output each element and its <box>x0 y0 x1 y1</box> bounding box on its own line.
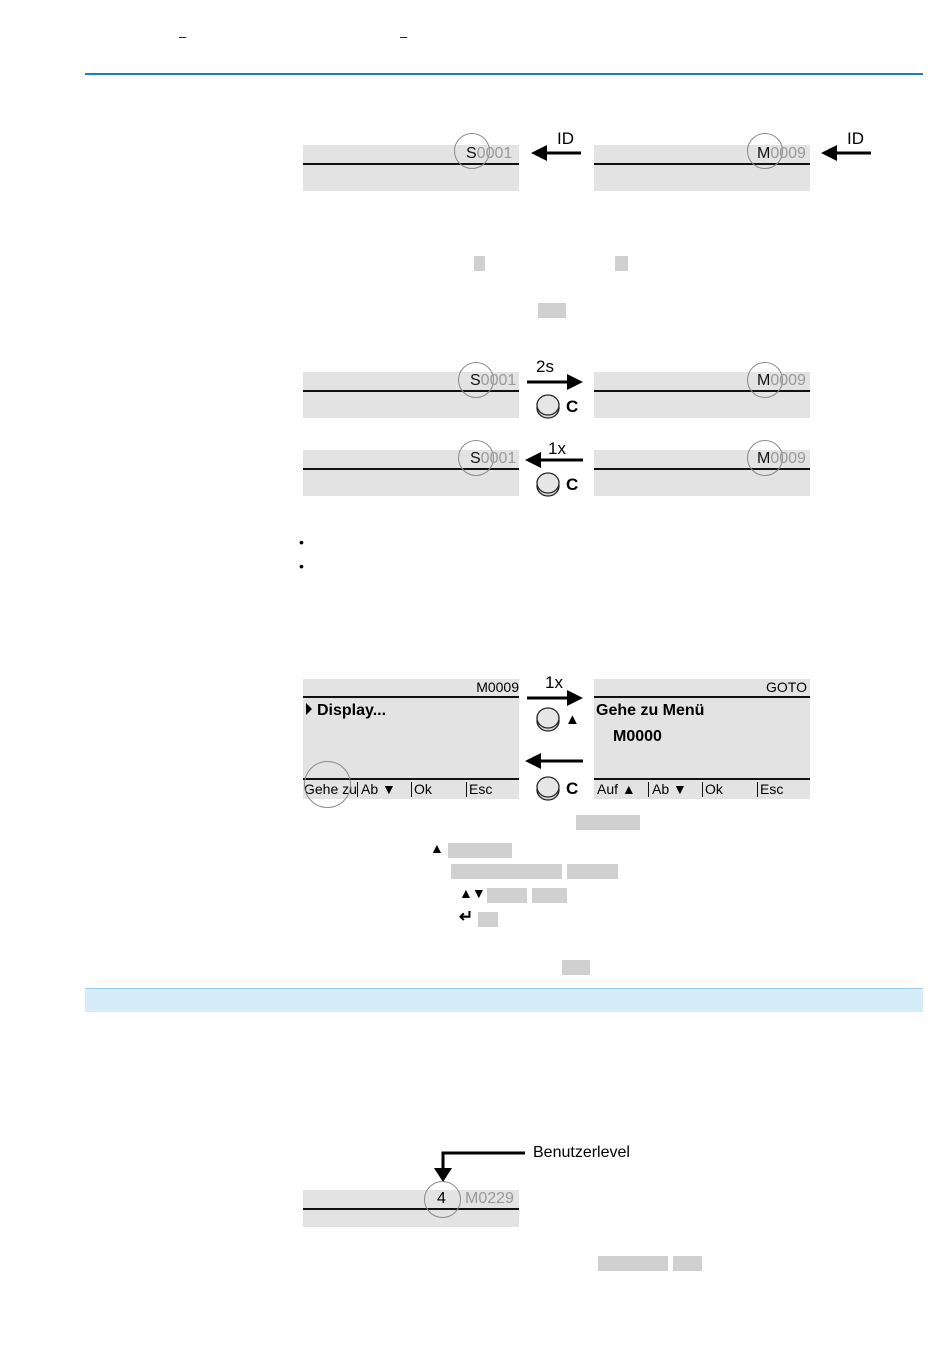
menu-item-display[interactable]: Display... <box>317 702 387 719</box>
display-goto-menu <box>594 679 810 799</box>
enter-symbol: ↵ <box>459 907 474 926</box>
bullet: • <box>299 534 304 550</box>
caret-right-icon <box>306 703 313 715</box>
redacted-text <box>487 888 527 903</box>
arrow-right-icon <box>525 689 585 707</box>
arrow-right-icon <box>525 373 585 391</box>
redacted-text <box>598 1256 668 1271</box>
softkey-gehe-zu[interactable]: Gehe zu <box>304 781 357 797</box>
display-id: M0009 <box>757 145 806 162</box>
key-c-button-icon <box>535 775 561 801</box>
arrow-left-icon <box>821 144 873 162</box>
display-id: M0009 <box>757 372 806 389</box>
key-c-label: C <box>566 475 579 494</box>
display-id: S0001 <box>470 450 517 467</box>
display-id: M0009 <box>757 450 806 467</box>
key-c-button-icon <box>535 393 561 419</box>
redacted-text <box>451 864 562 879</box>
arrow-label-1x: 1x <box>545 673 563 692</box>
arrow-label-2s: 2s <box>536 357 554 376</box>
redacted-text <box>673 1256 702 1271</box>
arrow-label-1x: 1x <box>548 439 566 458</box>
user-level-value: 4 <box>437 1190 446 1207</box>
arrow-left-icon <box>525 752 585 770</box>
up-symbol: ▲ <box>430 840 444 856</box>
section-heading-bar <box>85 988 923 1012</box>
softkey-ok[interactable]: Ok <box>705 781 723 797</box>
callout-arrow-icon <box>429 1143 529 1183</box>
softkey-ok[interactable]: Ok <box>414 781 432 797</box>
softkey-esc[interactable]: Esc <box>469 781 493 797</box>
softkey-esc[interactable]: Esc <box>760 781 784 797</box>
bullet: • <box>299 558 304 574</box>
key-c-label: C <box>566 397 579 416</box>
header-dash-right: – <box>400 29 408 44</box>
user-level-label: Benutzerlevel <box>533 1144 630 1161</box>
key-c-button-icon <box>535 471 561 497</box>
arrow-left-icon <box>525 451 585 469</box>
redacted-text <box>538 303 566 318</box>
redacted-text <box>615 256 628 271</box>
up-down-symbol: ▲▼ <box>459 885 485 901</box>
redacted-text <box>562 960 590 975</box>
redacted-text <box>474 256 485 271</box>
display-id: GOTO <box>766 679 807 695</box>
arrow-left-icon <box>531 144 583 162</box>
header-dash-left: – <box>179 29 187 44</box>
redacted-text <box>576 815 640 830</box>
key-up-label: ▲ <box>565 711 580 728</box>
display-id: M0009 <box>476 679 519 695</box>
redacted-text <box>478 912 498 927</box>
header-rule <box>85 73 923 75</box>
softkey-bar <box>594 778 810 799</box>
redacted-text <box>532 888 567 903</box>
highlight-circle <box>304 761 351 808</box>
redacted-text <box>448 843 512 858</box>
key-up-button-icon <box>535 706 561 732</box>
redacted-text <box>567 864 618 879</box>
display-id: S0001 <box>470 372 517 389</box>
arrow-label-id-right: ID <box>847 129 864 148</box>
softkey-auf[interactable]: Auf ▲ <box>597 781 636 797</box>
key-c-label: C <box>566 779 579 798</box>
display-id: M0229 <box>465 1190 514 1207</box>
display-id: S0001 <box>466 145 513 162</box>
goto-menu-title: Gehe zu Menü <box>596 702 705 719</box>
softkey-ab[interactable]: Ab ▼ <box>361 781 396 797</box>
softkey-ab[interactable]: Ab ▼ <box>652 781 687 797</box>
goto-menu-value[interactable]: M0000 <box>613 728 662 745</box>
arrow-label-id-left: ID <box>557 129 574 148</box>
